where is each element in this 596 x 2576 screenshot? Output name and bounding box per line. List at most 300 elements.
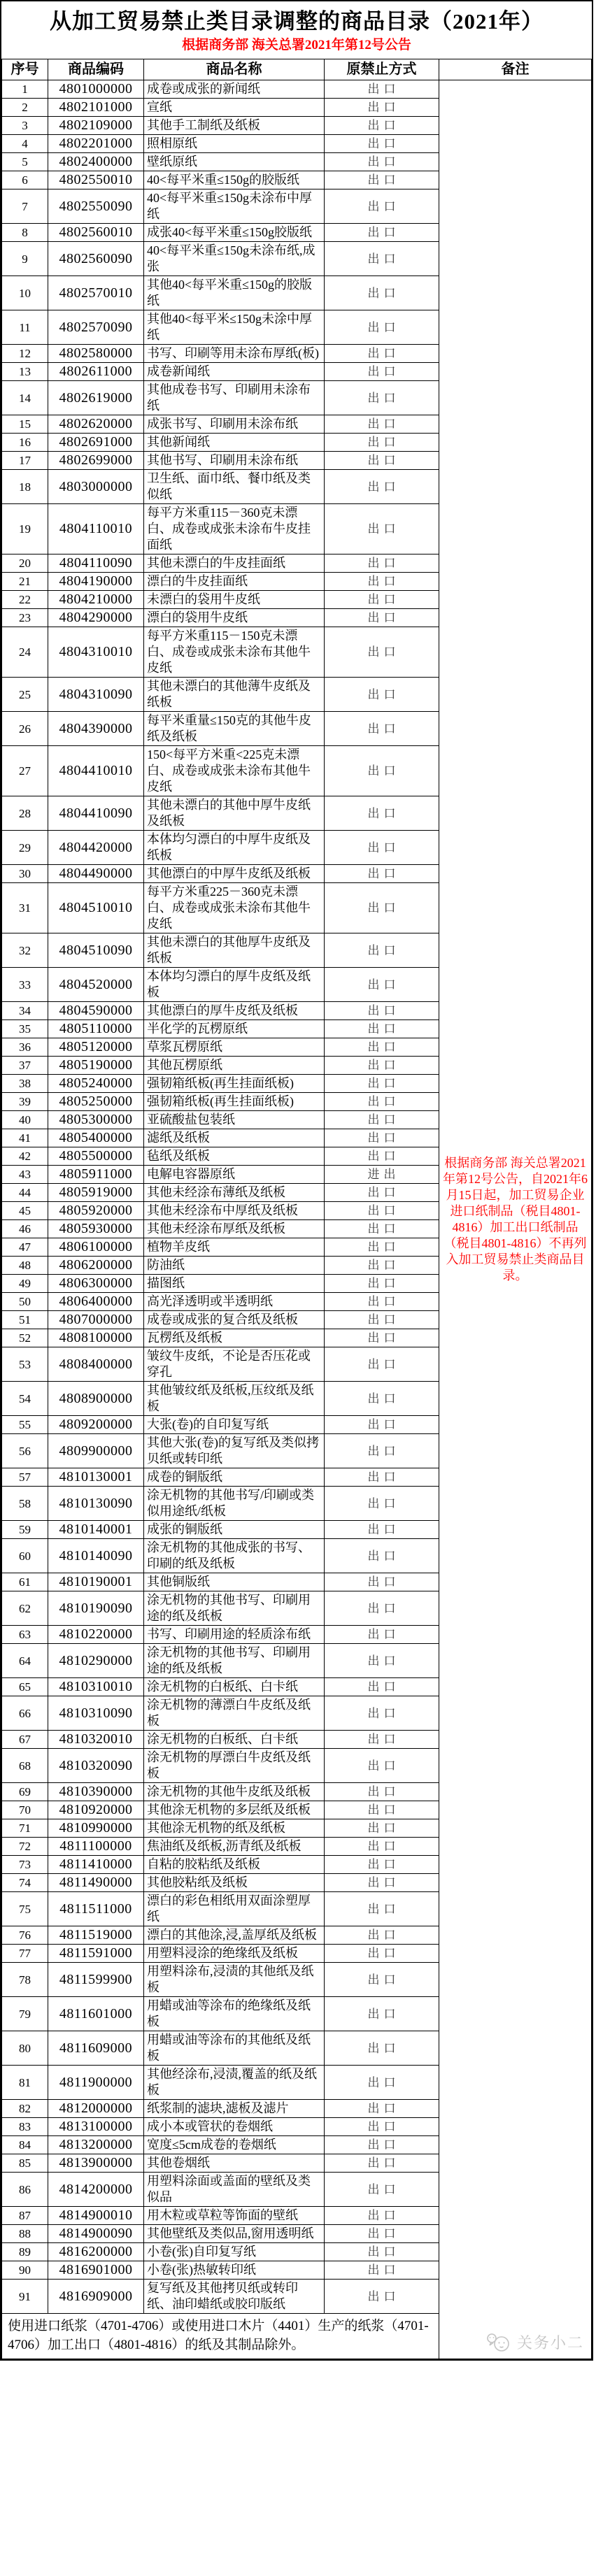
cell-name: 防油纸 bbox=[144, 1257, 325, 1275]
cell-seq: 39 bbox=[2, 1093, 48, 1111]
cell-seq: 14 bbox=[2, 381, 48, 415]
cell-name: 其他涂无机物的多层纸及纸板 bbox=[144, 1801, 325, 1819]
cell-code: 4802560010 bbox=[48, 224, 144, 242]
cell-seq: 37 bbox=[2, 1057, 48, 1075]
cell-mode: 出口 bbox=[325, 242, 439, 276]
cell-mode: 出口 bbox=[325, 117, 439, 135]
cell-name: 涂无机物的其他成张的书写、印刷的纸及纸板 bbox=[144, 1539, 325, 1573]
cell-code: 4805400000 bbox=[48, 1129, 144, 1147]
cell-name: 漂白的其他涂,浸,盖厚纸及纸板 bbox=[144, 1926, 325, 1945]
cell-code: 4810320090 bbox=[48, 1749, 144, 1783]
cell-code: 4805110000 bbox=[48, 1020, 144, 1038]
cell-code: 4810310090 bbox=[48, 1696, 144, 1731]
cell-name: 壁纸原纸 bbox=[144, 153, 325, 171]
cell-code: 4805911000 bbox=[48, 1166, 144, 1184]
cell-seq: 76 bbox=[2, 1926, 48, 1945]
cell-seq: 1 bbox=[2, 80, 48, 99]
cell-name: 成小本或管状的卷烟纸 bbox=[144, 2118, 325, 2136]
cell-seq: 7 bbox=[2, 189, 48, 224]
cell-mode: 出口 bbox=[325, 678, 439, 712]
cell-mode: 出口 bbox=[325, 1382, 439, 1416]
cell-name: 宽度≤5cm成卷的卷烟纸 bbox=[144, 2136, 325, 2154]
cell-seq: 78 bbox=[2, 1963, 48, 1997]
column-header: 序号 bbox=[2, 59, 48, 80]
cell-mode: 出口 bbox=[325, 2207, 439, 2225]
cell-seq: 62 bbox=[2, 1591, 48, 1626]
cell-name: 成卷或成张的新闻纸 bbox=[144, 80, 325, 99]
cell-mode: 出口 bbox=[325, 554, 439, 573]
cell-code: 4802691000 bbox=[48, 434, 144, 452]
cell-mode: 出口 bbox=[325, 470, 439, 504]
cell-name: 用塑料浸涂的绝缘纸及纸板 bbox=[144, 1945, 325, 1963]
cell-name: 用蜡或油等涂布的其他纸及纸板 bbox=[144, 2031, 325, 2066]
cell-code: 4811900000 bbox=[48, 2066, 144, 2100]
cell-seq: 31 bbox=[2, 883, 48, 933]
cell-mode: 出口 bbox=[325, 1468, 439, 1487]
cell-mode: 出口 bbox=[325, 1487, 439, 1521]
cell-seq: 17 bbox=[2, 452, 48, 470]
cell-seq: 15 bbox=[2, 415, 48, 434]
cell-mode: 出口 bbox=[325, 1749, 439, 1783]
cell-mode: 出口 bbox=[325, 2173, 439, 2207]
cell-mode: 出口 bbox=[325, 2243, 439, 2261]
cell-seq: 71 bbox=[2, 1819, 48, 1838]
cell-code: 4813100000 bbox=[48, 2118, 144, 2136]
cell-name: 其他未漂白的牛皮挂面纸 bbox=[144, 554, 325, 573]
cell-name: 40<每平米重≤150g未涂布纸,成张 bbox=[144, 242, 325, 276]
cell-name: 草浆瓦楞原纸 bbox=[144, 1038, 325, 1057]
cell-code: 4802620000 bbox=[48, 415, 144, 434]
cell-name: 其他未漂白的其他薄牛皮纸及纸板 bbox=[144, 678, 325, 712]
cell-mode: 出口 bbox=[325, 968, 439, 1002]
cell-seq: 40 bbox=[2, 1111, 48, 1129]
cell-code: 4803000000 bbox=[48, 470, 144, 504]
cell-name: 其他书写、印刷用未涂布纸 bbox=[144, 452, 325, 470]
cell-seq: 26 bbox=[2, 712, 48, 746]
cell-mode: 出口 bbox=[325, 1238, 439, 1257]
cell-name: 成卷的铜版纸 bbox=[144, 1468, 325, 1487]
cell-mode: 出口 bbox=[325, 504, 439, 554]
cell-name: 电解电容器原纸 bbox=[144, 1166, 325, 1184]
cell-seq: 25 bbox=[2, 678, 48, 712]
cell-seq: 82 bbox=[2, 2100, 48, 2118]
cell-mode: 出口 bbox=[325, 1892, 439, 1926]
cell-code: 4806400000 bbox=[48, 1293, 144, 1311]
cell-seq: 29 bbox=[2, 831, 48, 865]
cell-name: 其他手工制纸及纸板 bbox=[144, 117, 325, 135]
cell-mode: 出口 bbox=[325, 381, 439, 415]
cell-code: 4802580000 bbox=[48, 345, 144, 363]
cell-code: 4804110010 bbox=[48, 504, 144, 554]
cell-seq: 85 bbox=[2, 2154, 48, 2173]
cell-name: 书写、印刷等用未涂布厚纸(板) bbox=[144, 345, 325, 363]
cell-mode: 出口 bbox=[325, 1644, 439, 1678]
cell-name: 大张(卷)的自印复写纸 bbox=[144, 1416, 325, 1434]
cell-code: 4810130001 bbox=[48, 1468, 144, 1487]
cell-name: 毡纸及纸板 bbox=[144, 1147, 325, 1166]
cell-name: 漂白的彩色相纸用双面涂塑厚纸 bbox=[144, 1892, 325, 1926]
cell-name: 其他大张(卷)的复写纸及类似拷贝纸或转印纸 bbox=[144, 1434, 325, 1468]
cell-code: 4802550010 bbox=[48, 171, 144, 189]
cell-seq: 54 bbox=[2, 1382, 48, 1416]
cell-mode: 出口 bbox=[325, 627, 439, 678]
cell-code: 4816909000 bbox=[48, 2280, 144, 2314]
cell-name: 其他40<每平米重≤150g的胶版纸 bbox=[144, 276, 325, 310]
cell-mode: 出口 bbox=[325, 1963, 439, 1997]
cell-seq: 66 bbox=[2, 1696, 48, 1731]
cell-code: 4804390000 bbox=[48, 712, 144, 746]
cell-code: 4811100000 bbox=[48, 1838, 144, 1856]
cell-seq: 24 bbox=[2, 627, 48, 678]
cell-name: 成张书写、印刷用未涂布纸 bbox=[144, 415, 325, 434]
cell-name: 小卷(张)热敏转印纸 bbox=[144, 2261, 325, 2280]
cell-mode: 出口 bbox=[325, 2031, 439, 2066]
cell-name: 每平方米重115－150克未漂白、成卷或成张未涂布其他牛皮纸 bbox=[144, 627, 325, 678]
cell-name: 书写、印刷用途的轻质涂布纸 bbox=[144, 1626, 325, 1644]
cell-name: 每平方米重115－360克未漂白、成卷或成张未涂布牛皮挂面纸 bbox=[144, 504, 325, 554]
cell-seq: 5 bbox=[2, 153, 48, 171]
cell-code: 4805250000 bbox=[48, 1093, 144, 1111]
cell-mode: 出口 bbox=[325, 1293, 439, 1311]
cell-code: 4811609000 bbox=[48, 2031, 144, 2066]
cell-code: 4805300000 bbox=[48, 1111, 144, 1129]
cell-name: 滤纸及纸板 bbox=[144, 1129, 325, 1147]
cell-mode: 出口 bbox=[325, 609, 439, 627]
remark-note: 根据商务部 海关总署2021年第12号公告，自2021年6月15日起，加工贸易企业进口纸制品（税目4801-4816）加工出口纸制品（税目4801-4816）不再列入加工贸易禁止类商品目录。 bbox=[443, 1156, 588, 1282]
cell-code: 4810320010 bbox=[48, 1731, 144, 1749]
cell-name: 涂无机物的其他书写、印刷用途的纸及纸板 bbox=[144, 1591, 325, 1626]
cell-seq: 44 bbox=[2, 1184, 48, 1202]
cell-seq: 65 bbox=[2, 1678, 48, 1696]
cell-name: 漂白的牛皮挂面纸 bbox=[144, 573, 325, 591]
cell-mode: 出口 bbox=[325, 1856, 439, 1874]
cell-seq: 72 bbox=[2, 1838, 48, 1856]
cell-mode: 出口 bbox=[325, 153, 439, 171]
cell-code: 4805930000 bbox=[48, 1220, 144, 1238]
cell-seq: 28 bbox=[2, 796, 48, 831]
cell-name: 未漂白的袋用牛皮纸 bbox=[144, 591, 325, 609]
cell-name: 用塑料涂布,浸渍的其他纸及纸板 bbox=[144, 1963, 325, 1997]
cell-name: 其他胶粘纸及纸板 bbox=[144, 1874, 325, 1892]
cell-mode: 出口 bbox=[325, 1696, 439, 1731]
cell-seq: 70 bbox=[2, 1801, 48, 1819]
cell-seq: 46 bbox=[2, 1220, 48, 1238]
cell-mode: 出口 bbox=[325, 1075, 439, 1093]
cell-code: 4804410090 bbox=[48, 796, 144, 831]
cell-mode: 出口 bbox=[325, 1678, 439, 1696]
cell-seq: 22 bbox=[2, 591, 48, 609]
cell-seq: 49 bbox=[2, 1275, 48, 1293]
cell-seq: 90 bbox=[2, 2261, 48, 2280]
cell-name: 瓦楞纸及纸板 bbox=[144, 1329, 325, 1347]
cell-code: 4805240000 bbox=[48, 1075, 144, 1093]
cell-code: 4811601000 bbox=[48, 1997, 144, 2031]
cell-code: 4804190000 bbox=[48, 573, 144, 591]
cell-name: 用塑料涂面或盖面的壁纸及类似品 bbox=[144, 2173, 325, 2207]
cell-seq: 69 bbox=[2, 1783, 48, 1801]
cell-code: 4804110090 bbox=[48, 554, 144, 573]
cell-mode: 出口 bbox=[325, 1731, 439, 1749]
cell-seq: 34 bbox=[2, 1002, 48, 1020]
cell-code: 4805919000 bbox=[48, 1184, 144, 1202]
cell-mode: 出口 bbox=[325, 831, 439, 865]
cell-mode: 出口 bbox=[325, 712, 439, 746]
cell-name: 卫生纸、面巾纸、餐巾纸及类似纸 bbox=[144, 470, 325, 504]
cell-seq: 53 bbox=[2, 1347, 48, 1382]
cell-code: 4802400000 bbox=[48, 153, 144, 171]
cell-name: 半化学的瓦楞原纸 bbox=[144, 1020, 325, 1038]
cell-mode: 出口 bbox=[325, 1626, 439, 1644]
cell-mode: 出口 bbox=[325, 1945, 439, 1963]
cell-mode: 出口 bbox=[325, 1874, 439, 1892]
cell-code: 4810190001 bbox=[48, 1573, 144, 1591]
cell-mode: 出口 bbox=[325, 1020, 439, 1038]
cell-mode: 出口 bbox=[325, 1591, 439, 1626]
watermark-text: 关务小二 bbox=[516, 2333, 584, 2352]
cell-mode: 出口 bbox=[325, 1093, 439, 1111]
cell-name: 其他经涂布,浸渍,覆盖的纸及纸板 bbox=[144, 2066, 325, 2100]
cell-name: 其他40<每平米≤150g未涂中厚纸 bbox=[144, 310, 325, 345]
cell-mode: 出口 bbox=[325, 1002, 439, 1020]
cell-seq: 32 bbox=[2, 933, 48, 968]
cell-mode: 出口 bbox=[325, 1926, 439, 1945]
cell-name: 涂无机物的其他书写/印刷或类似用途纸/纸板 bbox=[144, 1487, 325, 1521]
cell-name: 纸浆制的滤块,滤板及滤片 bbox=[144, 2100, 325, 2118]
cell-name: 其他未漂白的其他厚牛皮纸及纸板 bbox=[144, 933, 325, 968]
cell-code: 4813900000 bbox=[48, 2154, 144, 2173]
cell-mode: 出口 bbox=[325, 2118, 439, 2136]
cell-name: 高光泽透明或半透明纸 bbox=[144, 1293, 325, 1311]
cell-name: 其他新闻纸 bbox=[144, 434, 325, 452]
cell-code: 4802550090 bbox=[48, 189, 144, 224]
cell-mode: 出口 bbox=[325, 224, 439, 242]
cell-mode: 出口 bbox=[325, 1057, 439, 1075]
remark-cell bbox=[439, 80, 592, 2359]
cell-code: 4814200000 bbox=[48, 2173, 144, 2207]
cell-mode: 出口 bbox=[325, 573, 439, 591]
cell-name: 其他瓦楞原纸 bbox=[144, 1057, 325, 1075]
cell-name: 涂无机物的厚漂白牛皮纸及纸板 bbox=[144, 1749, 325, 1783]
cell-mode: 出口 bbox=[325, 933, 439, 968]
cell-code: 4804420000 bbox=[48, 831, 144, 865]
cell-seq: 41 bbox=[2, 1129, 48, 1147]
cell-mode: 出口 bbox=[325, 1838, 439, 1856]
cell-code: 4804520000 bbox=[48, 968, 144, 1002]
cell-seq: 75 bbox=[2, 1892, 48, 1926]
cell-seq: 45 bbox=[2, 1202, 48, 1220]
cell-code: 4816901000 bbox=[48, 2261, 144, 2280]
cell-code: 4810220000 bbox=[48, 1626, 144, 1644]
cell-code: 4808900000 bbox=[48, 1382, 144, 1416]
cell-mode: 出口 bbox=[325, 2225, 439, 2243]
column-header: 原禁止方式 bbox=[325, 59, 439, 80]
cell-mode: 出口 bbox=[325, 1038, 439, 1057]
cell-name: 本体均匀漂白的中厚牛皮纸及纸板 bbox=[144, 831, 325, 865]
cell-code: 4802619000 bbox=[48, 381, 144, 415]
commodity-table bbox=[1, 59, 592, 2359]
cell-seq: 89 bbox=[2, 2243, 48, 2261]
cell-seq: 30 bbox=[2, 865, 48, 883]
cell-code: 4802611000 bbox=[48, 363, 144, 381]
cell-code: 4810190090 bbox=[48, 1591, 144, 1626]
cell-code: 4810140001 bbox=[48, 1521, 144, 1539]
cell-name: 本体均匀漂白的厚牛皮纸及纸板 bbox=[144, 968, 325, 1002]
cell-code: 4804490000 bbox=[48, 865, 144, 883]
cell-name: 涂无机物的白板纸、白卡纸 bbox=[144, 1731, 325, 1749]
cell-code: 4809200000 bbox=[48, 1416, 144, 1434]
cell-mode: 出口 bbox=[325, 345, 439, 363]
cell-mode: 出口 bbox=[325, 1539, 439, 1573]
cell-code: 4811591000 bbox=[48, 1945, 144, 1963]
cell-code: 4813200000 bbox=[48, 2136, 144, 2154]
cell-name: 其他未经涂布薄纸及纸板 bbox=[144, 1184, 325, 1202]
table-row bbox=[2, 80, 592, 99]
cell-seq: 55 bbox=[2, 1416, 48, 1434]
cell-code: 4802109000 bbox=[48, 117, 144, 135]
cell-mode: 出口 bbox=[325, 865, 439, 883]
cell-mode: 出口 bbox=[325, 99, 439, 117]
cell-code: 4802570090 bbox=[48, 310, 144, 345]
cell-mode: 出口 bbox=[325, 434, 439, 452]
cell-mode: 出口 bbox=[325, 310, 439, 345]
cell-code: 4810310010 bbox=[48, 1678, 144, 1696]
cell-code: 4809900000 bbox=[48, 1434, 144, 1468]
cell-name: 亚硫酸盐包装纸 bbox=[144, 1111, 325, 1129]
cell-seq: 12 bbox=[2, 345, 48, 363]
cell-mode: 出口 bbox=[325, 1329, 439, 1347]
cell-mode: 出口 bbox=[325, 2066, 439, 2100]
cell-seq: 80 bbox=[2, 2031, 48, 2066]
cell-seq: 18 bbox=[2, 470, 48, 504]
cell-mode: 出口 bbox=[325, 80, 439, 99]
cell-name: 用蜡或油等涂布的绝缘纸及纸板 bbox=[144, 1997, 325, 2031]
cell-seq: 63 bbox=[2, 1626, 48, 1644]
cell-code: 4806200000 bbox=[48, 1257, 144, 1275]
cell-mode: 出口 bbox=[325, 1573, 439, 1591]
column-header: 商品名称 bbox=[144, 59, 325, 80]
cell-seq: 42 bbox=[2, 1147, 48, 1166]
cell-name: 其他未经涂布中厚纸及纸板 bbox=[144, 1202, 325, 1220]
cell-name: 皱纹牛皮纸，不论是否压花或穿孔 bbox=[144, 1347, 325, 1382]
cell-code: 4811410000 bbox=[48, 1856, 144, 1874]
cell-mode: 出口 bbox=[325, 1801, 439, 1819]
cell-mode: 出口 bbox=[325, 883, 439, 933]
cell-mode: 出口 bbox=[325, 1220, 439, 1238]
cell-seq: 79 bbox=[2, 1997, 48, 2031]
cell-seq: 9 bbox=[2, 242, 48, 276]
cell-name: 强韧箱纸板(再生挂面纸板) bbox=[144, 1075, 325, 1093]
cell-mode: 出口 bbox=[325, 591, 439, 609]
cell-name: 40<每平米重≤150g未涂布中厚纸 bbox=[144, 189, 325, 224]
cell-seq: 86 bbox=[2, 2173, 48, 2207]
cell-code: 4808400000 bbox=[48, 1347, 144, 1382]
column-header: 备注 bbox=[439, 59, 592, 80]
cell-seq: 83 bbox=[2, 2118, 48, 2136]
cell-mode: 出口 bbox=[325, 2154, 439, 2173]
cell-seq: 33 bbox=[2, 968, 48, 1002]
cell-code: 4802101000 bbox=[48, 99, 144, 117]
cell-mode: 出口 bbox=[325, 1311, 439, 1329]
cell-seq: 87 bbox=[2, 2207, 48, 2225]
cell-seq: 21 bbox=[2, 573, 48, 591]
cell-seq: 20 bbox=[2, 554, 48, 573]
cell-seq: 56 bbox=[2, 1434, 48, 1468]
cell-name: 宣纸 bbox=[144, 99, 325, 117]
column-header: 商品编码 bbox=[48, 59, 144, 80]
cell-name: 150<每平方米重<225克未漂白、成卷或成张未涂布其他牛皮纸 bbox=[144, 746, 325, 796]
cell-name: 40<每平米重≤150g的胶版纸 bbox=[144, 171, 325, 189]
cell-seq: 13 bbox=[2, 363, 48, 381]
cell-mode: 出口 bbox=[325, 2100, 439, 2118]
cell-mode: 出口 bbox=[325, 1819, 439, 1838]
cell-mode: 出口 bbox=[325, 2280, 439, 2314]
cell-mode: 出口 bbox=[325, 415, 439, 434]
cell-mode: 出口 bbox=[325, 2136, 439, 2154]
cell-seq: 16 bbox=[2, 434, 48, 452]
cell-name: 自粘的胶粘纸及纸板 bbox=[144, 1856, 325, 1874]
cell-mode: 出口 bbox=[325, 1997, 439, 2031]
cell-code: 4811490000 bbox=[48, 1874, 144, 1892]
cell-seq: 88 bbox=[2, 2225, 48, 2243]
cell-mode: 出口 bbox=[325, 363, 439, 381]
cell-mode: 出口 bbox=[325, 1275, 439, 1293]
cell-name: 其他未漂白的其他中厚牛皮纸及纸板 bbox=[144, 796, 325, 831]
cell-seq: 60 bbox=[2, 1539, 48, 1573]
cell-seq: 58 bbox=[2, 1487, 48, 1521]
cell-seq: 11 bbox=[2, 310, 48, 345]
cell-seq: 52 bbox=[2, 1329, 48, 1347]
title-block bbox=[1, 1, 592, 59]
cell-name: 其他未经涂布厚纸及纸板 bbox=[144, 1220, 325, 1238]
cell-seq: 2 bbox=[2, 99, 48, 117]
cell-name: 涂无机物的其他书写、印刷用途的纸及纸板 bbox=[144, 1644, 325, 1678]
cell-seq: 51 bbox=[2, 1311, 48, 1329]
cell-seq: 35 bbox=[2, 1020, 48, 1038]
cell-code: 4810920000 bbox=[48, 1801, 144, 1819]
cell-name: 其他卷烟纸 bbox=[144, 2154, 325, 2173]
page-title: 从加工贸易禁止类目录调整的商品目录（2021年） bbox=[50, 9, 544, 34]
cell-name: 涂无机物的其他牛皮纸及纸板 bbox=[144, 1783, 325, 1801]
cell-code: 4814900010 bbox=[48, 2207, 144, 2225]
table-header bbox=[2, 59, 592, 80]
cell-seq: 4 bbox=[2, 135, 48, 153]
cell-name: 强韧箱纸板(再生挂面纸板) bbox=[144, 1093, 325, 1111]
cell-seq: 10 bbox=[2, 276, 48, 310]
cell-seq: 43 bbox=[2, 1166, 48, 1184]
cell-code: 4802201000 bbox=[48, 135, 144, 153]
cell-seq: 6 bbox=[2, 171, 48, 189]
cell-code: 4816200000 bbox=[48, 2243, 144, 2261]
cell-seq: 64 bbox=[2, 1644, 48, 1678]
cell-mode: 出口 bbox=[325, 171, 439, 189]
cell-mode: 出口 bbox=[325, 1257, 439, 1275]
cell-mode: 出口 bbox=[325, 1434, 439, 1468]
cell-seq: 8 bbox=[2, 224, 48, 242]
cell-seq: 59 bbox=[2, 1521, 48, 1539]
cell-code: 4804310090 bbox=[48, 678, 144, 712]
cell-seq: 91 bbox=[2, 2280, 48, 2314]
cell-seq: 77 bbox=[2, 1945, 48, 1963]
cell-code: 4804210000 bbox=[48, 591, 144, 609]
cell-name: 成张40<每平米重≤150g胶版纸 bbox=[144, 224, 325, 242]
cell-code: 4811511000 bbox=[48, 1892, 144, 1926]
cell-name: 漂白的袋用牛皮纸 bbox=[144, 609, 325, 627]
cell-code: 4804510010 bbox=[48, 883, 144, 933]
cell-mode: 出口 bbox=[325, 1202, 439, 1220]
table-body bbox=[2, 80, 592, 2359]
cell-mode: 出口 bbox=[325, 1347, 439, 1382]
cell-name: 涂无机物的白板纸、白卡纸 bbox=[144, 1678, 325, 1696]
